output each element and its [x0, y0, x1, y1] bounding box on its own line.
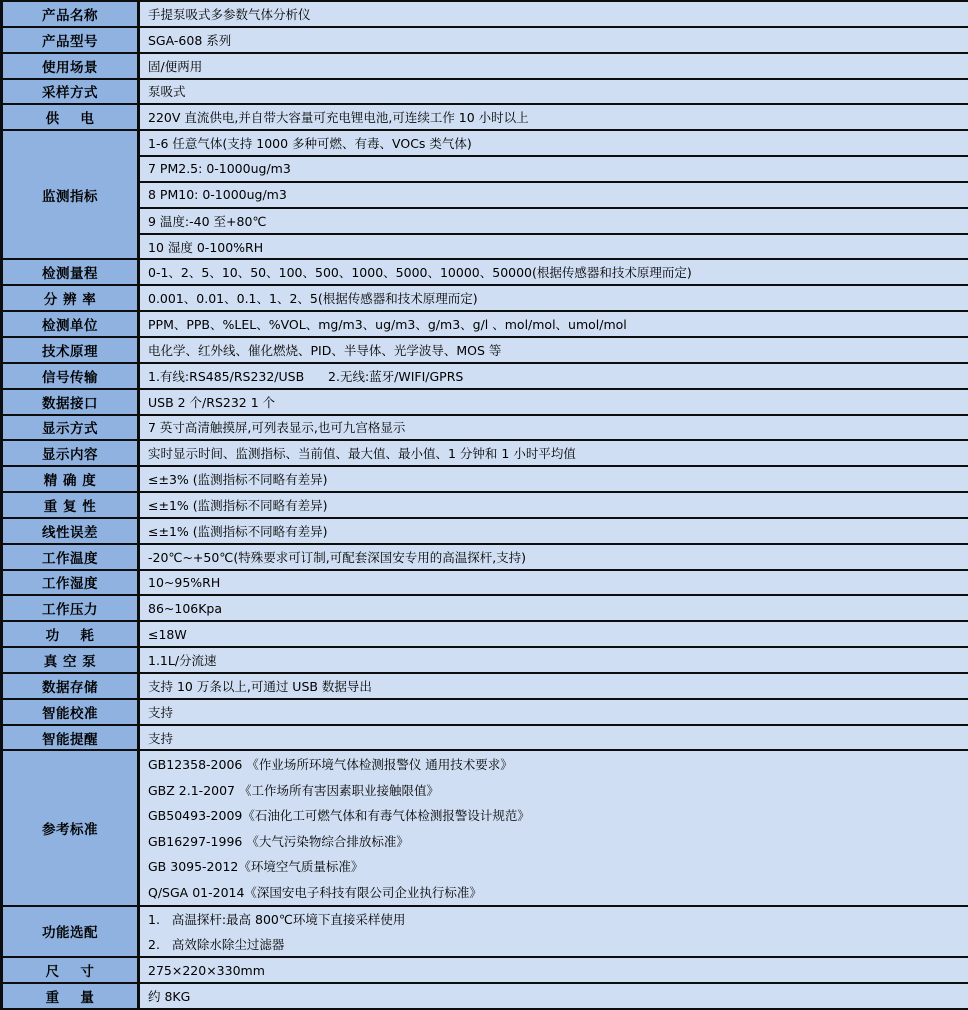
spec-row-linearity-error	[3, 519, 968, 545]
spec-row-vacuum-pump	[3, 648, 968, 674]
spec-value	[140, 751, 968, 906]
spec-row-accuracy	[3, 467, 968, 493]
spec-row-signal-transmission	[3, 364, 968, 390]
spec-row-working-humidity	[3, 571, 968, 597]
spec-value: 10~95%RH	[140, 571, 968, 597]
spec-label: 分 辨 率	[3, 286, 140, 312]
spec-value: 泵吸式	[140, 80, 968, 106]
spec-label: 工作压力	[3, 596, 140, 622]
spec-label: 智能提醒	[3, 726, 140, 752]
spec-value: 86~106Kpa	[140, 596, 968, 622]
standard-line: GB12358-2006 《作业场所环境气体检测报警仪 通用技术要求》	[148, 757, 513, 773]
spec-value: 固/便两用	[140, 54, 968, 80]
spec-value: 约 8KG	[140, 984, 968, 1010]
spec-row-display-mode	[3, 416, 968, 442]
spec-row-smart-calibration	[3, 700, 968, 726]
spec-row-data-interface	[3, 390, 968, 416]
spec-value: 手提泵吸式多参数气体分析仪	[140, 2, 968, 28]
spec-value: -20℃~+50℃(特殊要求可订制,可配套深国安专用的高温探杆,支持)	[140, 545, 968, 571]
spec-value: 实时显示时间、监测指标、当前值、最大值、最小值、1 分钟和 1 小时平均值	[140, 441, 968, 467]
spec-row-monitoring-indicators	[3, 131, 968, 260]
spec-value: 电化学、红外线、催化燃烧、PID、半导体、光学波导、MOS 等	[140, 338, 968, 364]
spec-value: 7 英寸高清触摸屏,可列表显示,也可九宫格显示	[140, 416, 968, 442]
spec-value: 1-6 任意气体(支持 1000 多种可燃、有毒、VOCs 类气体)	[140, 131, 968, 157]
spec-value: 8 PM10: 0-1000ug/m3	[140, 183, 968, 209]
spec-row-technical-principle	[3, 338, 968, 364]
spec-row-detection-unit	[3, 312, 968, 338]
spec-label: 智能校准	[3, 700, 140, 726]
spec-row-power-supply	[3, 105, 968, 131]
spec-row-product-name	[3, 2, 968, 28]
spec-row-working-pressure	[3, 596, 968, 622]
spec-label: 精 确 度	[3, 467, 140, 493]
spec-value: 支持	[140, 700, 968, 726]
spec-row-detection-range	[3, 260, 968, 286]
spec-row-resolution	[3, 286, 968, 312]
spec-value: 10 湿度 0-100%RH	[140, 235, 968, 261]
spec-label: 功能选配	[3, 907, 140, 959]
spec-value: 1.有线:RS485/RS232/USB 2.无线:蓝牙/WIFI/GPRS	[140, 364, 968, 390]
spec-label: 技术原理	[3, 338, 140, 364]
spec-label: 检测量程	[3, 260, 140, 286]
spec-row-weight	[3, 984, 968, 1010]
spec-value: 275×220×330mm	[140, 958, 968, 984]
optional-feature-line: 2. 高效除水除尘过滤器	[148, 936, 285, 952]
standard-line: GB16297-1996 《大气污染物综合排放标准》	[148, 833, 409, 849]
spec-value: ≤±3% (监测指标不同略有差异)	[140, 467, 968, 493]
spec-label: 真 空 泵	[3, 648, 140, 674]
spec-label: 重 量	[3, 984, 140, 1010]
spec-value: USB 2 个/RS232 1 个	[140, 390, 968, 416]
spec-row-smart-reminder	[3, 726, 968, 752]
spec-label: 供 电	[3, 105, 140, 131]
spec-row-optional-features	[3, 907, 968, 959]
standard-line: GB50493-2009《石油化工可燃气体和有毒气体检测报警设计规范》	[148, 808, 530, 824]
spec-value: ≤±1% (监测指标不同略有差异)	[140, 519, 968, 545]
spec-label: 尺 寸	[3, 958, 140, 984]
spec-value: ≤±1% (监测指标不同略有差异)	[140, 493, 968, 519]
spec-row-dimensions	[3, 958, 968, 984]
spec-label: 监测指标	[3, 131, 140, 260]
standard-line: GB 3095-2012《环境空气质量标准》	[148, 859, 364, 875]
spec-label: 参考标准	[3, 751, 140, 906]
spec-label: 显示方式	[3, 416, 140, 442]
standard-line: Q/SGA 01-2014《深国安电子科技有限公司企业执行标准》	[148, 884, 482, 900]
spec-value: 220V 直流供电,并自带大容量可充电锂电池,可连续工作 10 小时以上	[140, 105, 968, 131]
standard-line: GBZ 2.1-2007 《工作场所有害因素职业接触限值》	[148, 782, 439, 798]
spec-row-repeatability	[3, 493, 968, 519]
spec-value: SGA-608 系列	[140, 28, 968, 54]
spec-label: 重 复 性	[3, 493, 140, 519]
spec-row-usage-scenario	[3, 54, 968, 80]
spec-value: 1.1L/分流速	[140, 648, 968, 674]
spec-label: 显示内容	[3, 441, 140, 467]
spec-label: 检测单位	[3, 312, 140, 338]
spec-value: 7 PM2.5: 0-1000ug/m3	[140, 157, 968, 183]
spec-label: 使用场景	[3, 54, 140, 80]
spec-value: 支持 10 万条以上,可通过 USB 数据导出	[140, 674, 968, 700]
spec-value: 9 温度:-40 至+80℃	[140, 209, 968, 235]
spec-row-power-consumption	[3, 622, 968, 648]
spec-label: 数据接口	[3, 390, 140, 416]
spec-value: 0.001、0.01、0.1、1、2、5(根据传感器和技术原理而定)	[140, 286, 968, 312]
spec-row-reference-standards	[3, 751, 968, 906]
spec-label: 功 耗	[3, 622, 140, 648]
spec-label: 数据存储	[3, 674, 140, 700]
spec-label: 产品名称	[3, 2, 140, 28]
spec-value: ≤18W	[140, 622, 968, 648]
spec-value: 支持	[140, 726, 968, 752]
spec-label: 产品型号	[3, 28, 140, 54]
spec-label: 信号传输	[3, 364, 140, 390]
spec-label: 采样方式	[3, 80, 140, 106]
spec-label: 线性误差	[3, 519, 140, 545]
spec-row-sampling-method	[3, 80, 968, 106]
spec-row-display-content	[3, 441, 968, 467]
spec-row-data-storage	[3, 674, 968, 700]
spec-row-working-temperature	[3, 545, 968, 571]
spec-value: 0-1、2、5、10、50、100、500、1000、5000、10000、50000(根据传感器和技术原理而定)	[140, 260, 968, 286]
spec-value: PPM、PPB、%LEL、%VOL、mg/m3、ug/m3、g/m3、g/l 、mol/mol、umol/mol	[140, 312, 968, 338]
optional-feature-line: 1. 高温探杆:最高 800℃环境下直接采样使用	[148, 911, 406, 927]
spec-label: 工作温度	[3, 545, 140, 571]
spec-value	[140, 907, 968, 959]
spec-label: 工作湿度	[3, 571, 140, 597]
spec-row-product-model	[3, 28, 968, 54]
